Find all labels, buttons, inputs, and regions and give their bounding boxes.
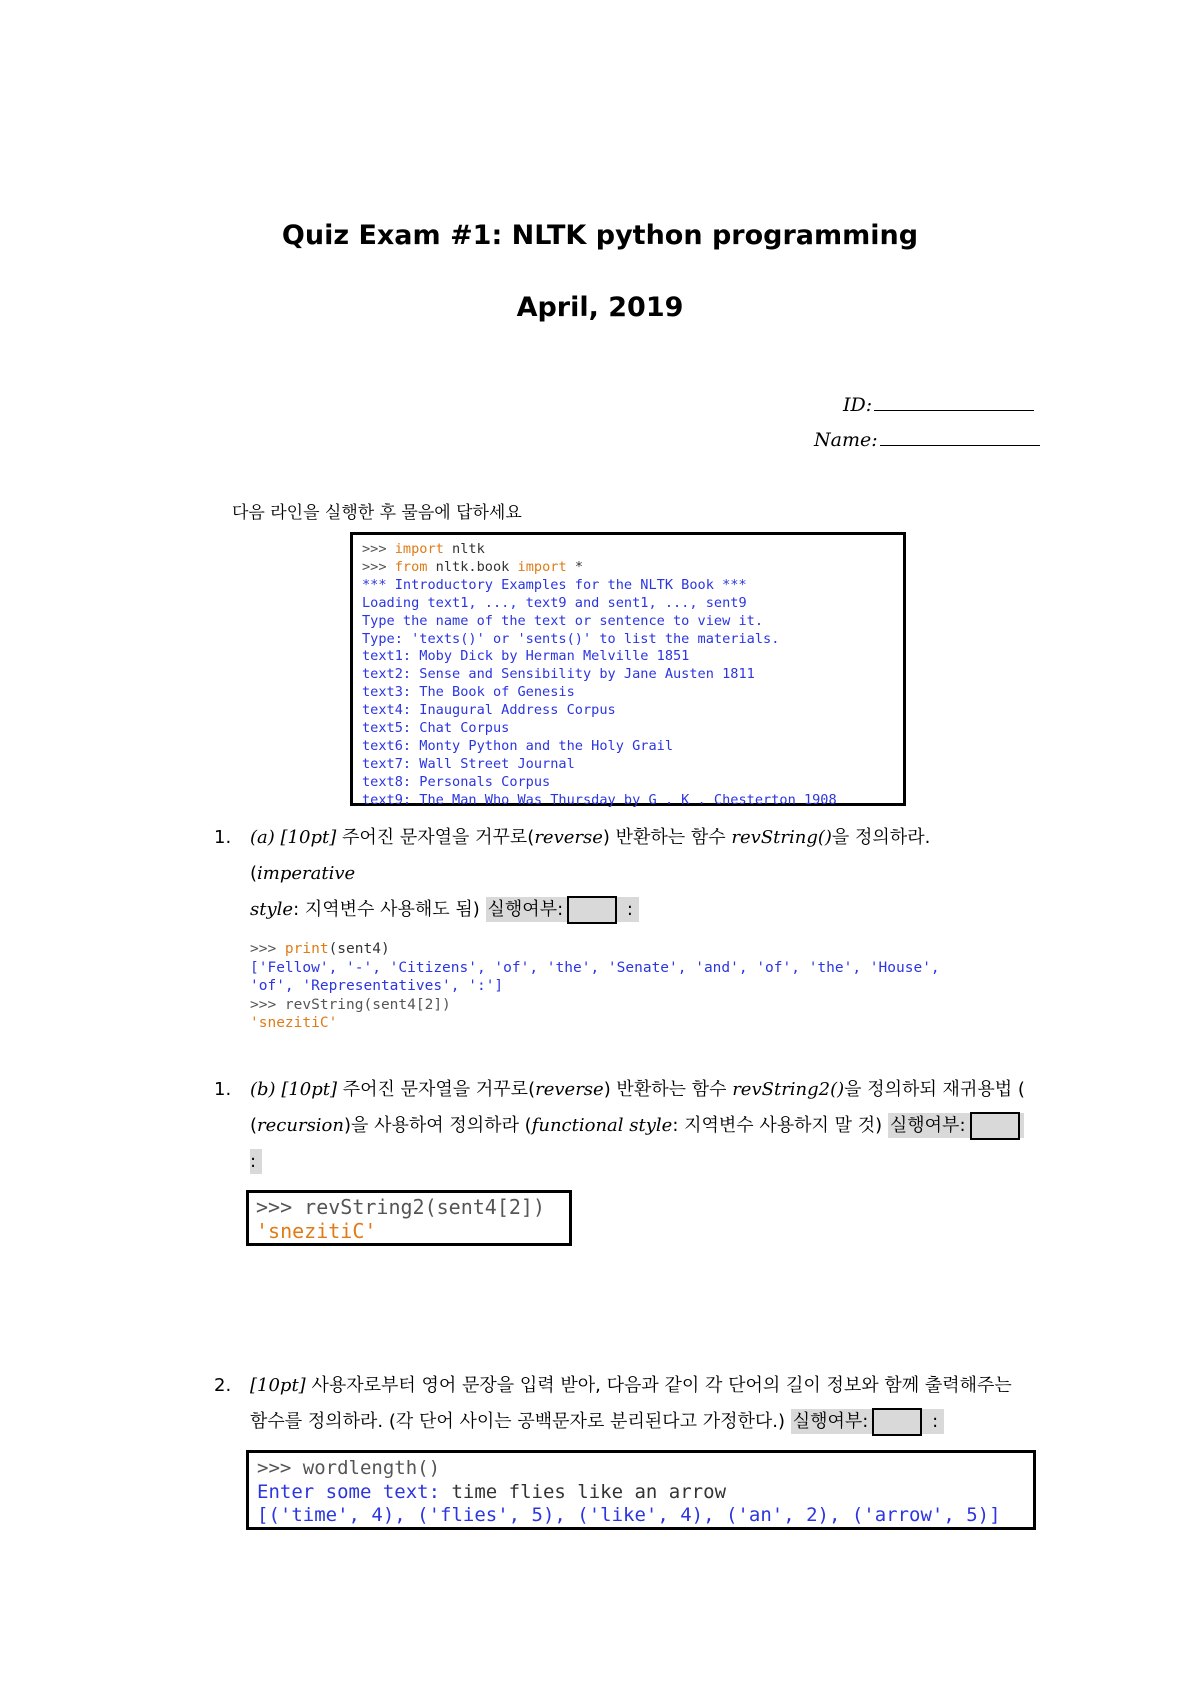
code-output-line: *** Introductory Examples for the NLTK Book ***: [362, 576, 747, 593]
code-line: >>> print(sent4): [250, 941, 390, 957]
exec-status-box[interactable]: [872, 1408, 922, 1436]
code-output-line: 'of', 'Representatives', ':']: [250, 978, 504, 994]
code-output-line: text4: Inaugural Address Corpus: [362, 702, 616, 719]
question-number: 1.: [214, 827, 232, 848]
intro-code-box: [350, 532, 906, 806]
code-line: >>> revString(sent4[2]): [250, 996, 451, 1013]
code-output-line: Loading text1, ..., text9 and sent1, ..., sent9: [362, 594, 747, 611]
code-output-line: text7: Wall Street Journal: [362, 755, 575, 772]
name-field: [814, 427, 1040, 451]
exec-status-field: 실행여부: :: [486, 897, 639, 922]
quiz-title: Quiz Exam #1: NLTK python programming: [281, 220, 919, 251]
id-label: ID:: [843, 394, 873, 416]
code-output-line: text6: Monty Python and the Holy Grail: [362, 737, 673, 754]
code-output-line: Type the name of the text or sentence to view it.: [362, 612, 764, 629]
code-output-line: text5: Chat Corpus: [362, 720, 510, 737]
question-body: [10pt] 사용자로부터 영어 문장을 입력 받아, 다음과 같이 각 단어의 길이 정보와 함께 출력해주는 함수를 정의하라. (각 단어 사이는 공백문자로 분리된다고 가정한다.) 실행여부: :: [250, 1368, 1032, 1440]
id-field: [843, 392, 1034, 416]
exec-status-box[interactable]: [970, 1112, 1020, 1140]
code-output-line: text1: Moby Dick by Herman Melville 1851: [362, 648, 690, 665]
code-output-line: text9: The Man Who Was Thursday by G . K . Chesterton 1908: [362, 791, 837, 808]
quiz-date: April, 2019: [516, 292, 684, 323]
question-2: [214, 1368, 1044, 1448]
id-blank-line: [874, 392, 1034, 411]
code-output-line: Type: 'texts()' or 'sents()' to list the materials.: [362, 630, 780, 647]
example-1-code: [250, 940, 940, 1033]
question-1b: [214, 1072, 1044, 1172]
exec-status-field: 실행여부: :: [250, 1113, 1024, 1174]
question-body: (a) [10pt] 주어진 문자열을 거꾸로(reverse) 반환하는 함수 revString()을 정의하라. (imperative style: 지역변수 사용해도 됨) 실행여부: :: [250, 820, 1032, 928]
example-3-code-box: [246, 1450, 1036, 1530]
exec-status-field: 실행여부: :: [791, 1409, 944, 1434]
code-output-line: text3: The Book of Genesis: [362, 684, 575, 701]
code-output-line: text8: Personals Corpus: [362, 773, 551, 790]
example-2-code-box: [246, 1190, 572, 1246]
question-number: 1.: [214, 1079, 232, 1100]
code-line: Enter some text: time flies like an arrow: [257, 1480, 727, 1503]
code-output-line: ['Fellow', '-', 'Citizens', 'of', 'the', 'Senate', 'and', 'of', 'the', 'House',: [250, 959, 940, 976]
code-line: >>> wordlength(): [257, 1457, 441, 1479]
code-output-line: 'snezitiC': [256, 1219, 377, 1243]
code-line: >>> from nltk.book import *: [362, 558, 584, 575]
question-body: (b) [10pt] 주어진 문자열을 거꾸로(reverse) 반환하는 함수 revString2()을 정의하되 재귀용법 ( (recursion)을 사용하여 정의하라 (functional style: 지역변수 사용하지 말 것) 실행여부: :: [250, 1079, 1025, 1172]
question-number: 2.: [214, 1375, 232, 1396]
question-1a: [214, 820, 1044, 920]
code-line: >>> import nltk: [362, 541, 485, 557]
code-output-line: [('time', 4), ('flies', 5), ('like', 4), ('an', 2), ('arrow', 5)]: [257, 1504, 1001, 1526]
instruction-text: 다음 라인을 실행한 후 물음에 답하세요: [232, 503, 522, 523]
name-blank-line: [880, 427, 1040, 446]
code-line: >>> revString2(sent4[2]): [256, 1195, 545, 1219]
exec-status-box[interactable]: [567, 896, 617, 924]
name-label: Name:: [814, 429, 878, 451]
code-output-line: text2: Sense and Sensibility by Jane Austen 1811: [362, 666, 755, 683]
code-output-line: 'snezitiC': [250, 1015, 338, 1031]
